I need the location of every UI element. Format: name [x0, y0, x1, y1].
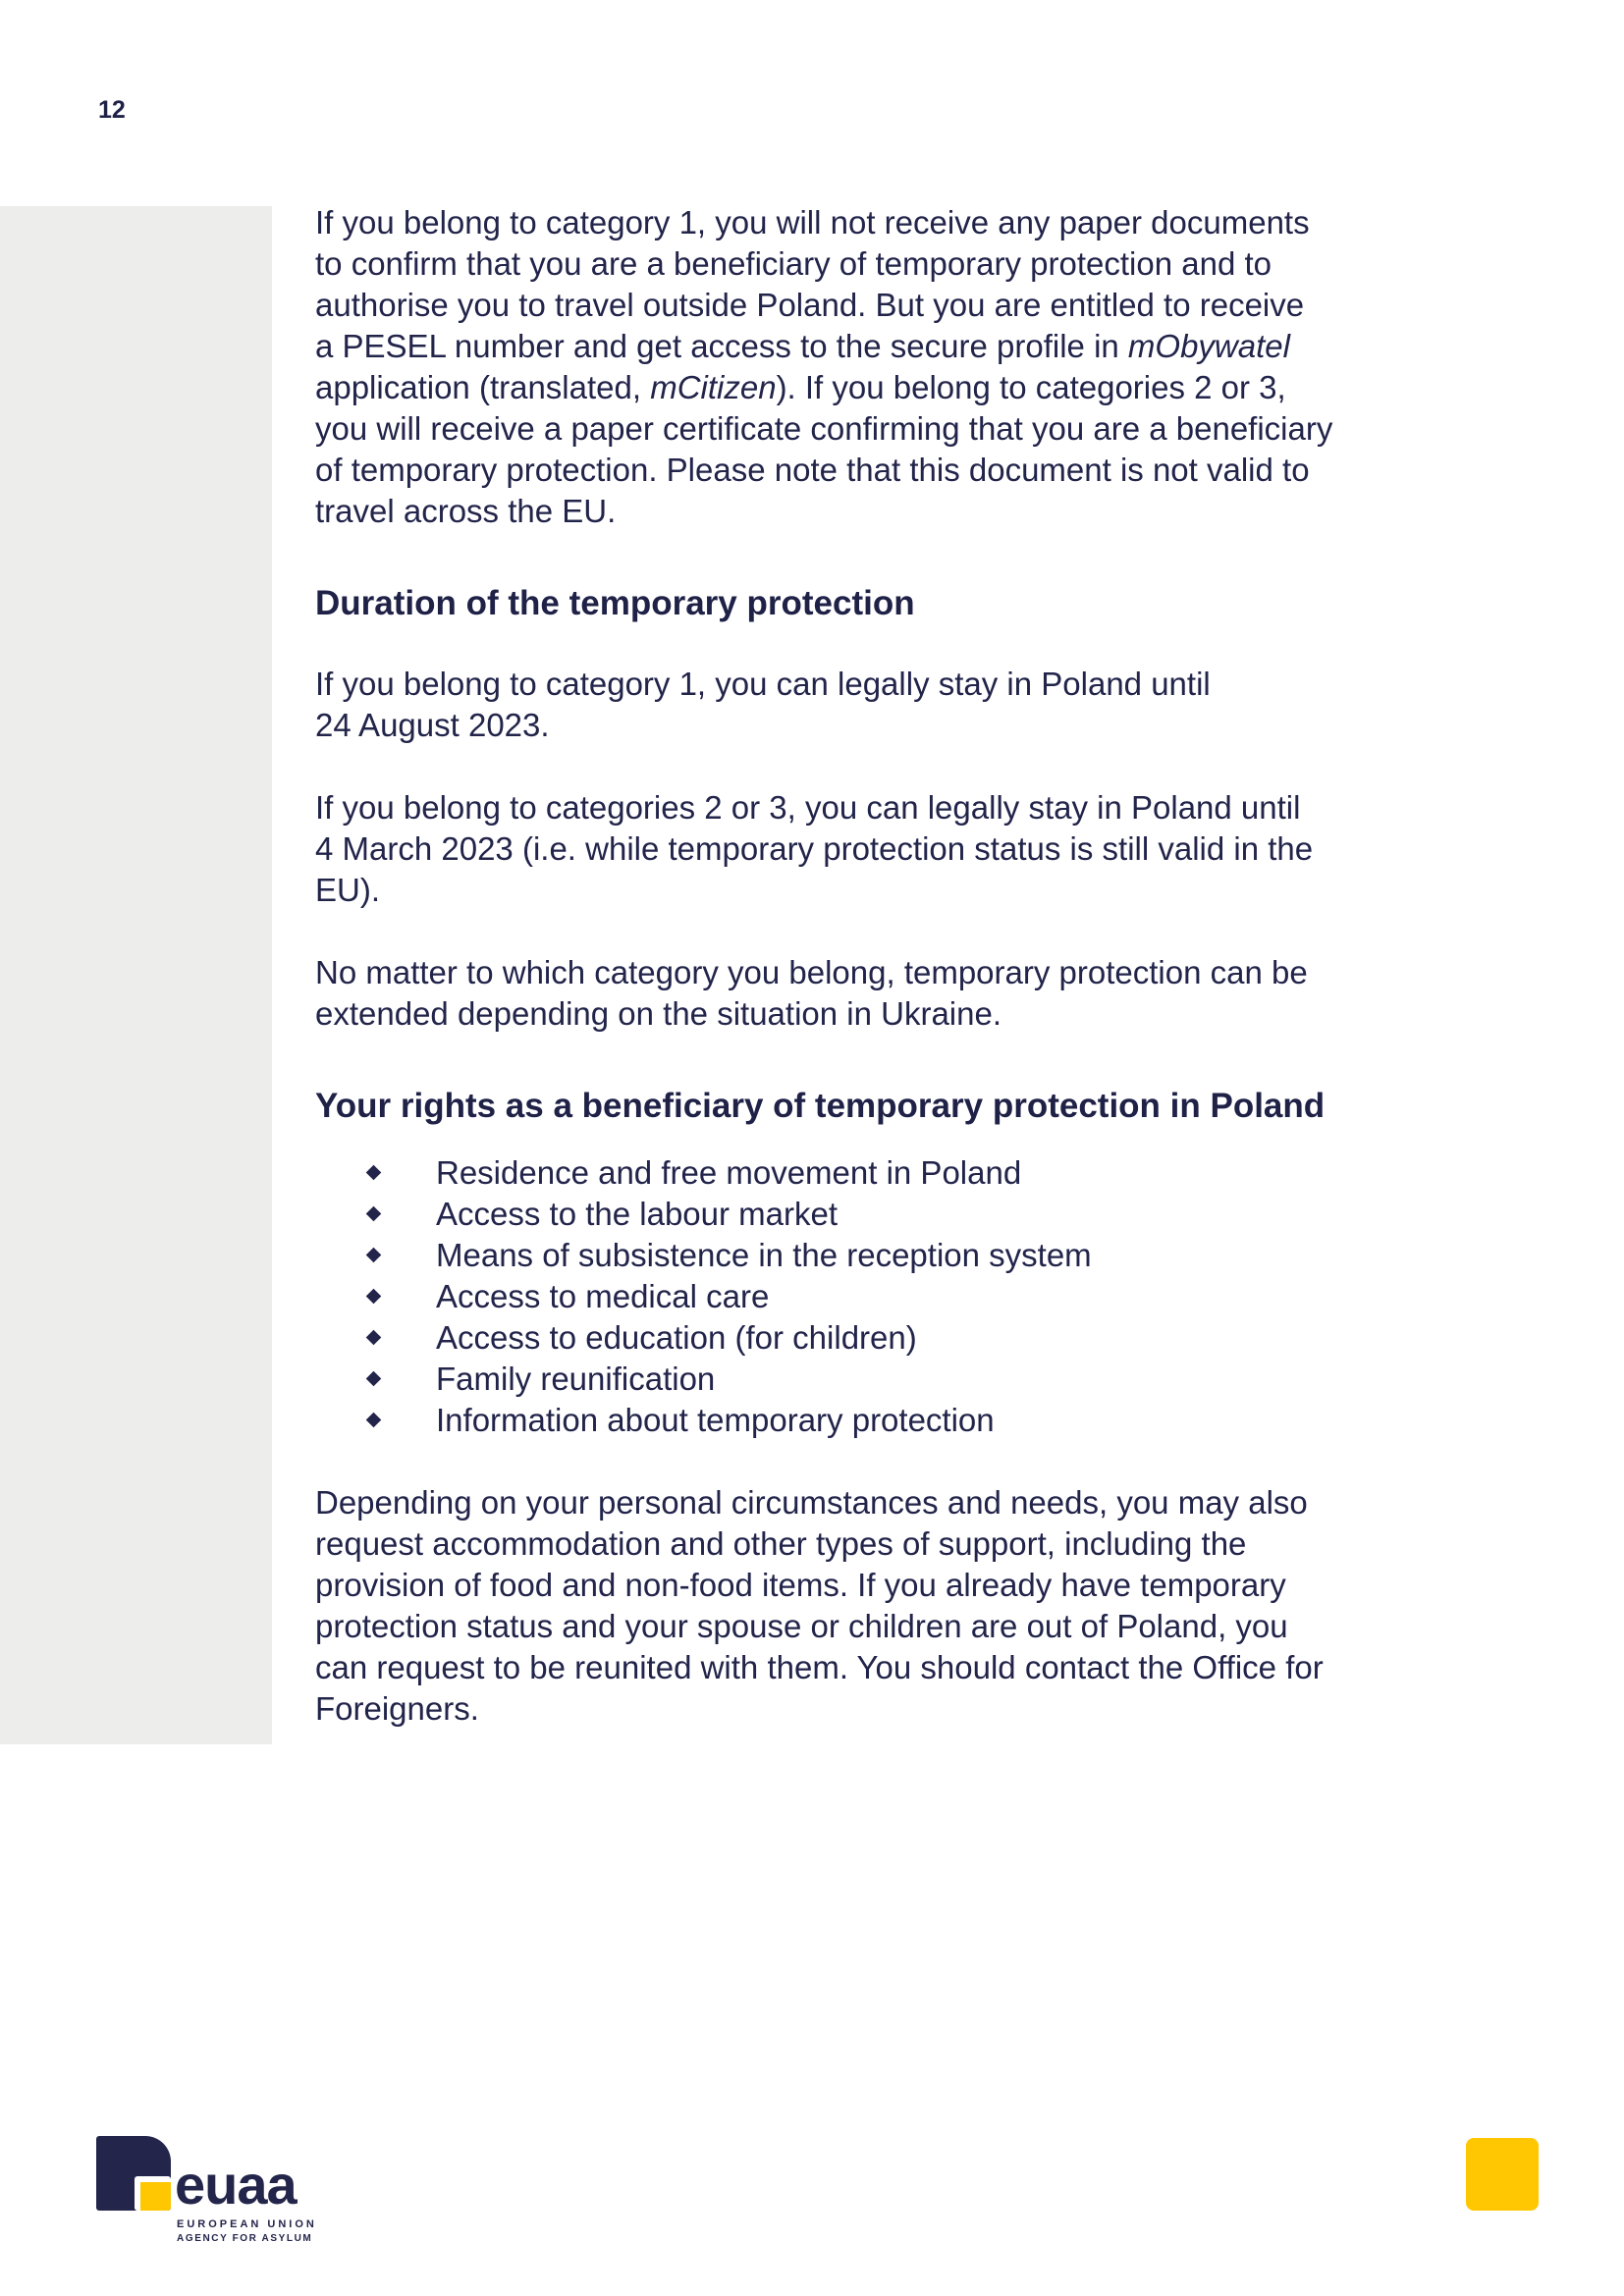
- text-line: can request to be reunited with them. You should contact the Office for: [315, 1649, 1324, 1685]
- logo-subtitle-2: AGENCY FOR ASYLUM: [177, 2233, 313, 2244]
- list-item-label: Means of subsistence in the reception system: [436, 1237, 1092, 1273]
- text-line: No matter to which category you belong, temporary protection can be: [315, 954, 1308, 990]
- text-line: protection status and your spouse or children are out of Poland, you: [315, 1608, 1288, 1644]
- app-name-mobywatel: mObywatel: [1127, 328, 1290, 364]
- list-item: [315, 1276, 1454, 1317]
- text-line: 4 March 2023 (i.e. while temporary protection status is still valid in the: [315, 830, 1314, 867]
- list-item: [315, 1152, 1454, 1194]
- text-line: you will receive a paper certificate confirming that you are a beneficiary: [315, 410, 1333, 447]
- euaa-logo: [96, 2136, 322, 2246]
- logo-wordmark: euaa: [175, 2154, 297, 2216]
- corner-tab: [1466, 2138, 1539, 2211]
- text-line: of temporary protection. Please note that this document is not valid to: [315, 452, 1310, 488]
- text-line: [315, 326, 1454, 367]
- text-line: If you belong to categories 2 or 3, you can legally stay in Poland until: [315, 789, 1301, 826]
- text-line: provision of food and non-food items. If you already have temporary: [315, 1567, 1286, 1603]
- text-line: Foreigners.: [315, 1690, 479, 1727]
- list-item: [315, 1317, 1454, 1359]
- side-band: [0, 206, 272, 1744]
- list-item: [315, 1359, 1454, 1400]
- text-line: authorise you to travel outside Poland. But you are entitled to receive: [315, 287, 1305, 323]
- rights-list: [315, 1152, 1454, 1441]
- text-line: EU).: [315, 872, 380, 908]
- text-line: request accommodation and other types of support, including the: [315, 1525, 1247, 1562]
- app-name-mcitizen: mCitizen: [650, 369, 777, 405]
- list-item-label: Access to medical care: [436, 1278, 770, 1314]
- page-number: 12: [98, 96, 126, 124]
- text-line: Depending on your personal circumstances and needs, you may also: [315, 1484, 1308, 1521]
- list-item-label: Residence and free movement in Poland: [436, 1154, 1022, 1191]
- text-fragment: a PESEL number and get access to the secure profile in: [315, 328, 1128, 364]
- list-item-label: Family reunification: [436, 1361, 716, 1397]
- intro-paragraph: [315, 202, 1454, 532]
- duration-paragraph-3: [315, 952, 1454, 1035]
- text-line: travel across the EU.: [315, 493, 617, 529]
- logo-accent-icon: [135, 2176, 171, 2211]
- list-item-label: Information about temporary protection: [436, 1402, 995, 1438]
- diamond-bullet-icon: [366, 1165, 382, 1181]
- duration-heading: Duration of the temporary protection: [315, 584, 915, 622]
- diamond-bullet-icon: [366, 1330, 382, 1346]
- duration-paragraph-2: [315, 787, 1454, 911]
- diamond-bullet-icon: [366, 1413, 382, 1428]
- diamond-bullet-icon: [366, 1248, 382, 1263]
- closing-paragraph: [315, 1482, 1454, 1730]
- main-content: [315, 202, 1454, 1771]
- text-fragment: ). If you belong to categories 2 or 3,: [776, 369, 1286, 405]
- list-item-label: Access to education (for children): [436, 1319, 917, 1356]
- text-line: 24 August 2023.: [315, 707, 550, 743]
- text-fragment: application (translated,: [315, 369, 651, 405]
- diamond-bullet-icon: [366, 1206, 382, 1222]
- list-item: [315, 1194, 1454, 1235]
- list-item: [315, 1235, 1454, 1276]
- logo-subtitle-1: EUROPEAN UNION: [177, 2218, 317, 2230]
- text-line: If you belong to category 1, you can legally stay in Poland until: [315, 666, 1211, 702]
- duration-paragraph-1: [315, 664, 1454, 746]
- text-line: extended depending on the situation in Ukraine.: [315, 995, 1002, 1032]
- text-line: [315, 367, 1454, 408]
- rights-heading: Your rights as a beneficiary of temporary protection in Poland: [315, 1087, 1326, 1125]
- text-line: to confirm that you are a beneficiary of temporary protection and to: [315, 245, 1272, 282]
- diamond-bullet-icon: [366, 1289, 382, 1305]
- text-line: If you belong to category 1, you will not receive any paper documents: [315, 204, 1310, 240]
- diamond-bullet-icon: [366, 1371, 382, 1387]
- list-item: [315, 1400, 1454, 1441]
- list-item-label: Access to the labour market: [436, 1196, 839, 1232]
